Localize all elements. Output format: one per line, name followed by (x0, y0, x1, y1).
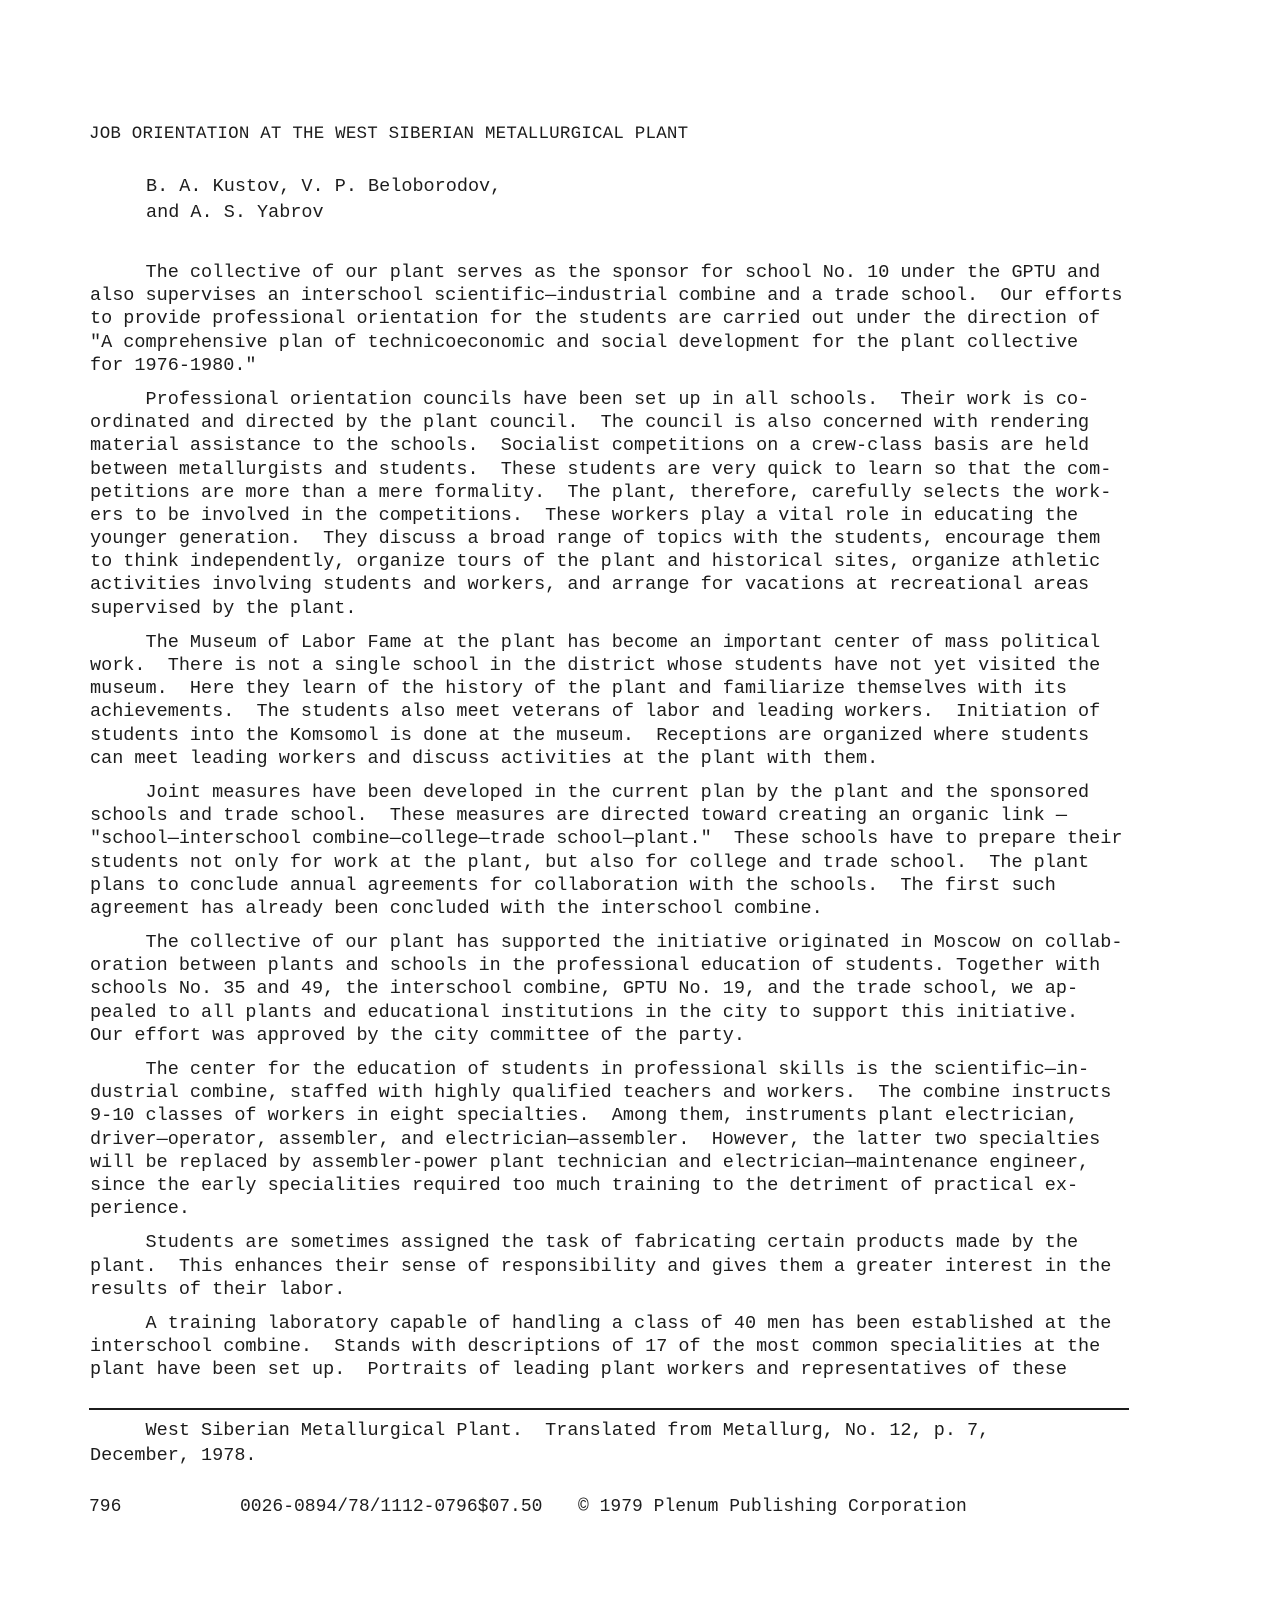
paragraph-line: can meet leading workers and discuss activities at the plant with them. (90, 747, 879, 769)
footnote (90, 1418, 989, 1468)
paragraph-line: "A comprehensive plan of technicoeconomic and social development for the plant collective (90, 331, 1079, 353)
article-body (90, 261, 1150, 1392)
paragraph-line: oration between plants and schools in the professional education of students. Together with (90, 955, 1101, 977)
paragraph-line: activities involving students and workers, and arrange for vacations at recreational areas (90, 574, 1090, 596)
article-title: JOB ORIENTATION AT THE WEST SIBERIAN METALLURGICAL PLANT (89, 124, 689, 144)
paragraph-line: results of their labor. (90, 1278, 346, 1300)
paragraph-line: material assistance to the schools. Socialist competitions on a crew-class basis are held (90, 435, 1090, 457)
paragraph-line: dustrial combine, staffed with highly qualified teachers and workers. The combine instructs (90, 1082, 1112, 1104)
paragraph-line: will be replaced by assembler-power plant technician and electrician—maintenance engineer, (90, 1151, 1090, 1173)
document-code: 0026-0894/78/1112-0796$07.50 (240, 1497, 543, 1517)
paragraph-line: museum. Here they learn of the history of the plant and familiarize themselves with its (90, 678, 1067, 700)
paragraph (90, 931, 1150, 1047)
author-line: B. A. Kustov, V. P. Beloborodov, (146, 176, 502, 197)
paragraph-line: younger generation. They discuss a broad range of topics with the students, encourage them (90, 528, 1101, 550)
paragraph-line: 9-10 classes of workers in eight specialties. Among them, instruments plant electrician, (90, 1105, 1079, 1127)
paragraph-line: Professional orientation councils have been set up in all schools. Their work is co- (90, 388, 1090, 410)
paragraph-line: driver—operator, assembler, and electrician—assembler. However, the latter two specialties (90, 1128, 1101, 1150)
paragraph (90, 781, 1150, 920)
footnote-line: December, 1978. (90, 1445, 257, 1466)
paragraph-line: The Museum of Labor Fame at the plant has become an important center of mass political (90, 631, 1101, 653)
paragraph-line: since the early specialities required too much training to the detriment of practical ex- (90, 1174, 1079, 1196)
paragraph-line: interschool combine. Stands with descriptions of 17 of the most common specialities at the (90, 1336, 1101, 1358)
paragraph-line: The center for the education of students in professional skills is the scientific—in- (90, 1059, 1090, 1080)
footnote-line: West Siberian Metallurgical Plant. Translated from Metallurg, No. 12, p. 7, (90, 1420, 990, 1441)
paragraph-line: The collective of our plant has supported the initiative originated in Moscow on collab- (90, 932, 1123, 954)
paragraph-line: Students are sometimes assigned the task of fabricating certain products made by the (90, 1232, 1079, 1254)
paragraph-line: students not only for work at the plant, but also for college and trade school. The plant (90, 851, 1090, 873)
paragraph-line: plans to conclude annual agreements for collaboration with the schools. The first such (90, 874, 1056, 896)
paragraph-line: "school—interschool combine—college—trade school—plant." These schools have to prepare their (90, 828, 1123, 850)
copyright-notice: © 1979 Plenum Publishing Corporation (578, 1497, 967, 1517)
paragraph-line: Our effort was approved by the city committee of the party. (90, 1024, 746, 1046)
paragraph-line: for 1976-1980." (90, 354, 257, 376)
paragraph (90, 1058, 1150, 1220)
paragraph-line: between metallurgists and students. These students are very quick to learn so that the com- (90, 458, 1112, 480)
paragraph-line: ers to be involved in the competitions. These workers play a vital role in educating the (90, 504, 1079, 526)
paragraph-line: Joint measures have been developed in the current plan by the plant and the sponsored (90, 781, 1090, 803)
paragraph-line: work. There is not a single school in the district whose students have not yet visited the (90, 655, 1101, 676)
paragraph-line: perience. (90, 1198, 190, 1220)
author-line: and A. S. Yabrov (146, 202, 324, 223)
paragraph-line: pealed to all plants and educational institutions in the city to support this initiative. (90, 1001, 1079, 1023)
paragraph-line: petitions are more than a mere formality. The plant, therefore, carefully selects the work- (90, 481, 1112, 503)
paragraph-line: plant have been set up. Portraits of leading plant workers and representatives of these (90, 1359, 1067, 1381)
paragraph (90, 388, 1150, 620)
paragraph-line: to provide professional orientation for the students are carried out under the direction of (90, 308, 1101, 330)
paragraph-line: also supervises an interschool scientific—industrial combine and a trade school. Our efforts (90, 285, 1123, 307)
author-block (146, 174, 501, 226)
paragraph-line: schools and trade school. These measures are directed toward creating an organic link — (90, 805, 1067, 827)
paragraph-line: A training laboratory capable of handling a class of 40 men has been established at the (90, 1312, 1112, 1334)
footnote-rule (89, 1408, 1129, 1410)
paragraph (90, 631, 1150, 770)
page-number: 796 (89, 1497, 122, 1517)
paragraph-line: students into the Komsomol is done at the museum. Receptions are organized where students (90, 724, 1090, 746)
paragraph (90, 1312, 1150, 1382)
paragraph (90, 261, 1150, 377)
paragraph-line: achievements. The students also meet veterans of labor and leading workers. Initiation of (90, 701, 1101, 723)
paragraph-line: The collective of our plant serves as the sponsor for school No. 10 under the GPTU and (90, 262, 1101, 283)
paragraph-line: ordinated and directed by the plant council. The council is also concerned with rendering (90, 412, 1090, 434)
paragraph-line: schools No. 35 and 49, the interschool combine, GPTU No. 19, and the trade school, we ap- (90, 978, 1079, 1000)
paragraph-line: plant. This enhances their sense of responsibility and gives them a greater interest in the (90, 1255, 1112, 1277)
paragraph-line: to think independently, organize tours of the plant and historical sites, organize athletic (90, 551, 1101, 573)
paragraph-line: agreement has already been concluded with the interschool combine. (90, 897, 823, 919)
paragraph (90, 1231, 1150, 1301)
paragraph-line: supervised by the plant. (90, 597, 357, 619)
